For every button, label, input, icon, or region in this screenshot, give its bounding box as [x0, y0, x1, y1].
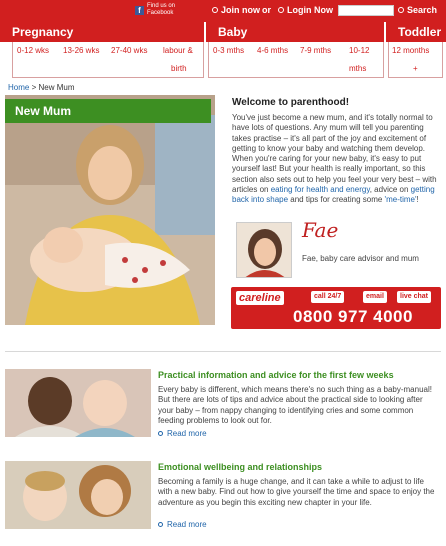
advisor-signature: Fae: [302, 218, 339, 242]
nav-link-12-months[interactable]: 12 months: [392, 46, 430, 55]
nav-link-10-12-mths[interactable]: 10-12: [349, 46, 370, 55]
facebook-icon: f: [135, 6, 144, 15]
read-more-link[interactable]: Read more: [158, 429, 207, 438]
article-thumb-mother-baby[interactable]: [5, 461, 151, 529]
email-button[interactable]: email: [363, 291, 387, 303]
nav-pregnancy-box: [12, 42, 204, 78]
careline-box: [231, 287, 441, 329]
welcome-heading: Welcome to parenthood!: [232, 97, 350, 108]
bullet-icon: [158, 431, 163, 436]
nav-toddler-box: [388, 42, 443, 78]
article-body: Every baby is different, which means there's no such thing as a baby-manual! But there are lots of tips and advice about the practical side to looking after your baby – from nappy changing to identifying cries and some common feeding problems to look out for.: [158, 385, 432, 425]
article-body: Becoming a family is a huge change, and it can take a while to adjust to life with a new baby. Find out how to give yourself the time and space to enjoy the adventure as you begin this exciting new chapter in your life.: [158, 477, 435, 507]
hero-mother-baby-image: [5, 95, 215, 325]
article-thumb-babies[interactable]: [5, 369, 151, 437]
section-divider: [5, 351, 441, 352]
welcome-body: You've just become a new mum, and it's totally normal to have lots of questions. Any mum will tell you parenting takes practise – it's all part of the joy and excitement of getting to know your baby and watching them develop. When you're caring for your new baby, it's easy to put yourself last! But your health is really important, so this section also sets out to help you feel your very best – with articles on eating for health and energy, advice on getting back into shape and tips for creating some 'me-time'!: [232, 113, 437, 205]
live-chat-button[interactable]: live chat: [397, 291, 431, 303]
nav-link-27-40-wks[interactable]: 27-40 wks: [111, 46, 148, 55]
nav-toddler-heading[interactable]: Toddler: [386, 22, 446, 42]
join-now-link[interactable]: Join now: [212, 5, 260, 15]
bullet-icon: [278, 7, 284, 13]
bullet-icon: [212, 7, 218, 13]
read-more-link[interactable]: Read more: [158, 520, 207, 529]
eating-for-health-link[interactable]: eating for health and energy: [270, 185, 370, 195]
search-button[interactable]: Search: [398, 5, 437, 15]
call-button[interactable]: call 24/7: [311, 291, 344, 303]
nav-baby-box: [208, 42, 384, 78]
bullet-icon: [398, 7, 404, 13]
nav-link-labour-birth[interactable]: labour &: [163, 46, 193, 55]
nav-link-labour-birth-2[interactable]: birth: [171, 64, 187, 73]
article-heading[interactable]: Practical information and advice for the first few weeks: [158, 370, 394, 380]
advisor-photo: [236, 222, 292, 278]
me-time-link[interactable]: 'me-time': [384, 195, 417, 205]
nav-link-4-6-mths[interactable]: 4-6 mths: [257, 46, 289, 55]
top-bar: [0, 0, 446, 22]
login-now-link[interactable]: Login Now: [278, 5, 333, 15]
nav-link-13-26-wks[interactable]: 13-26 wks: [63, 46, 100, 55]
bullet-icon: [158, 522, 163, 527]
breadcrumb-home-link[interactable]: Home: [8, 83, 30, 92]
nav-link-12-months-plus[interactable]: +: [413, 64, 418, 73]
careline-logo: careline: [236, 291, 284, 305]
careline-phone: 0800 977 4000: [293, 307, 413, 326]
nav-link-0-3-mths[interactable]: 0-3 mths: [213, 46, 245, 55]
nav-link-7-9-mths[interactable]: 7-9 mths: [300, 46, 332, 55]
article-heading[interactable]: Emotional wellbeing and relationships: [158, 462, 323, 472]
nav-pregnancy-heading[interactable]: Pregnancy: [0, 22, 204, 42]
search-input[interactable]: [338, 5, 394, 16]
hero-title: New Mum: [5, 99, 211, 123]
back-into-shape-link[interactable]: getting back into shape: [232, 185, 435, 205]
breadcrumb: Home > New Mum: [8, 83, 75, 92]
facebook-link[interactable]: f Find us on Facebook: [135, 3, 187, 17]
advisor-caption: Fae, baby care advisor and mum: [302, 254, 419, 263]
or-text: or: [262, 5, 271, 15]
nav-link-10-12-mths-2[interactable]: mths: [349, 64, 367, 73]
nav-baby-heading[interactable]: Baby: [206, 22, 384, 42]
nav-link-0-12-wks[interactable]: 0-12 wks: [17, 46, 50, 55]
breadcrumb-current: New Mum: [38, 83, 75, 92]
